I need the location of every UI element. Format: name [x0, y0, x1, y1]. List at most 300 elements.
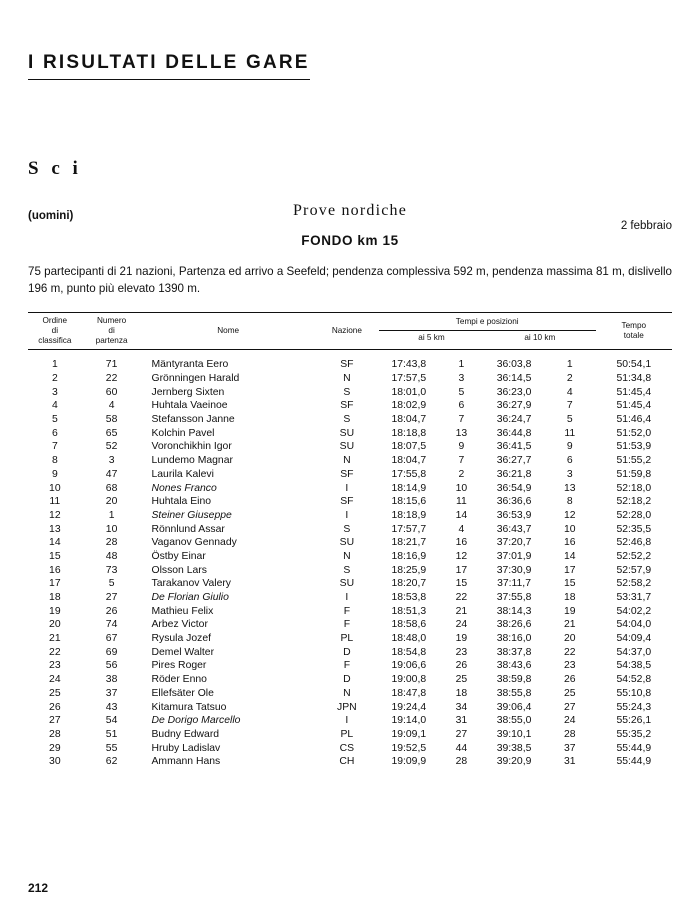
cell-order: 10 [49, 482, 61, 494]
table-row [28, 618, 672, 632]
cell-start-number: 3 [108, 455, 115, 467]
cell-nation: F [343, 619, 351, 631]
cell-position-10km: 18 [563, 592, 576, 604]
cell-time-10km: 37:55,8 [496, 592, 532, 604]
cell-nation: D [343, 674, 351, 686]
cell-total-time: 52:58,2 [616, 578, 652, 590]
cell-athlete-name: De Dorigo Marcello [151, 715, 241, 727]
table-row [28, 714, 672, 728]
cell-time-10km: 38:55,8 [496, 687, 532, 699]
cell-position-10km: 24 [563, 715, 576, 727]
cell-time-5km: 18:02,9 [391, 400, 427, 412]
cell-position-10km: 4 [566, 386, 573, 398]
cell-position-5km: 22 [455, 592, 468, 604]
cell-athlete-name: Pires Roger [151, 660, 207, 672]
cell-nation: S [343, 386, 351, 398]
table-row [28, 673, 672, 687]
cell-order: 4 [51, 400, 58, 412]
cell-time-5km: 18:18,9 [391, 509, 427, 521]
gender-label: (uomini) [28, 210, 74, 222]
cell-athlete-name: Mäntyranta Eero [151, 359, 229, 371]
table-row [28, 563, 672, 577]
cell-total-time: 51:59,8 [616, 468, 652, 480]
cell-time-10km: 37:11,7 [497, 578, 531, 590]
cell-position-5km: 5 [458, 386, 465, 398]
cell-position-10km: 15 [563, 578, 576, 590]
cell-start-number: 55 [105, 742, 118, 754]
cell-position-5km: 15 [455, 578, 468, 590]
cell-nation: JPN [337, 701, 357, 713]
cell-athlete-name: Rysula Jozef [151, 633, 211, 645]
cell-order: 5 [51, 414, 58, 426]
cell-position-5km: 31 [455, 715, 468, 727]
cell-start-number: 65 [105, 427, 118, 439]
cell-nation: SU [339, 441, 355, 453]
cell-time-10km: 36:21,8 [496, 468, 532, 480]
cell-position-5km: 7 [458, 455, 465, 467]
cell-position-5km: 9 [458, 441, 465, 453]
table-row [28, 687, 672, 701]
cell-time-10km: 36:36,6 [496, 496, 532, 508]
cell-order: 20 [49, 619, 61, 631]
cell-start-number: 37 [105, 687, 118, 699]
cell-position-5km: 24 [455, 619, 468, 631]
column-header-nation: Nazione [315, 312, 379, 349]
cell-time-10km: 37:01,9 [496, 550, 532, 562]
cell-athlete-name: Steiner Giuseppe [151, 509, 232, 521]
cell-order: 22 [49, 646, 61, 658]
cell-start-number: 56 [105, 660, 118, 672]
cell-order: 15 [49, 550, 61, 562]
cell-start-number: 68 [105, 482, 118, 494]
cell-order: 14 [49, 537, 61, 549]
cell-time-5km: 18:15,6 [391, 496, 427, 508]
cell-start-number: 10 [105, 523, 118, 535]
cell-position-10km: 19 [563, 605, 576, 617]
cell-time-10km: 36:03,8 [496, 359, 532, 371]
cell-position-5km: 25 [455, 674, 468, 686]
cell-nation: D [343, 646, 351, 658]
cell-nation: SF [340, 468, 354, 480]
table-row [28, 755, 672, 769]
table-row [28, 372, 672, 386]
cell-position-10km: 3 [566, 468, 573, 480]
column-header-times-group: Tempi e posizioni [379, 312, 596, 330]
event-description: 75 partecipanti di 21 nazioni, Partenza ed arrivo a Seefeld; pendenza complessiva 592 m, pendenza massima 81 m, dislivello 196 m, punto più elevato 1390 m. [28, 265, 672, 295]
cell-order: 12 [49, 509, 61, 521]
cell-position-10km: 22 [563, 646, 576, 658]
cell-total-time: 51:53,9 [616, 441, 652, 453]
cell-start-number: 28 [105, 537, 118, 549]
cell-time-5km: 18:25,9 [391, 564, 427, 576]
cell-order: 21 [49, 633, 61, 645]
cell-start-number: 43 [105, 701, 118, 713]
column-header-order-line1: Ordine [42, 315, 68, 325]
table-row [28, 509, 672, 523]
cell-athlete-name: Tarakanov Valery [151, 578, 232, 590]
cell-position-10km: 13 [563, 482, 576, 494]
cell-position-10km: 26 [563, 674, 576, 686]
cell-total-time: 55:35,2 [616, 728, 652, 740]
cell-time-10km: 36:27,7 [496, 455, 532, 467]
cell-time-5km: 19:09,9 [391, 756, 427, 768]
cell-position-5km: 18 [455, 687, 468, 699]
cell-athlete-name: Olsson Lars [151, 564, 207, 576]
table-row [28, 536, 672, 550]
cell-start-number: 51 [105, 728, 118, 740]
results-table [28, 312, 672, 769]
column-header-order [28, 312, 82, 349]
table-row [28, 577, 672, 591]
cell-order: 27 [49, 715, 61, 727]
page-number: 212 [28, 881, 49, 895]
column-header-start-line2: di [108, 325, 115, 335]
cell-time-10km: 39:20,9 [496, 756, 532, 768]
cell-athlete-name: Arbez Victor [151, 619, 208, 631]
cell-start-number: 69 [105, 646, 118, 658]
cell-position-5km: 44 [455, 742, 468, 754]
cell-athlete-name: Vaganov Gennady [151, 537, 237, 549]
cell-position-5km: 2 [458, 468, 465, 480]
cell-time-10km: 38:14,3 [496, 605, 532, 617]
column-header-total-time [596, 312, 672, 349]
cell-athlete-name: Budny Edward [151, 728, 220, 740]
column-header-order-line3: classifica [38, 336, 72, 346]
cell-total-time: 55:44,9 [616, 756, 652, 768]
table-row [28, 645, 672, 659]
cell-position-10km: 9 [566, 441, 573, 453]
cell-position-10km: 12 [563, 509, 576, 521]
cell-total-time: 52:28,0 [616, 509, 652, 521]
cell-order: 29 [49, 742, 61, 754]
discipline-label: Prove nordiche [292, 202, 408, 219]
cell-position-10km: 21 [563, 619, 576, 631]
cell-time-5km: 18:51,3 [391, 605, 427, 617]
page-title: I RISULTATI DELLE GARE [28, 52, 310, 80]
cell-position-5km: 27 [455, 728, 468, 740]
table-row [28, 413, 672, 427]
cell-order: 24 [49, 674, 61, 686]
cell-time-5km: 19:24,4 [391, 701, 427, 713]
cell-nation: N [343, 373, 351, 385]
cell-start-number: 74 [105, 619, 118, 631]
cell-position-5km: 19 [455, 633, 468, 645]
table-head [28, 312, 672, 350]
cell-time-5km: 17:43,8 [391, 359, 427, 371]
cell-position-5km: 12 [455, 550, 468, 562]
cell-time-5km: 18:47,8 [391, 687, 427, 699]
cell-position-10km: 8 [566, 496, 573, 508]
cell-time-5km: 18:53,8 [391, 592, 427, 604]
cell-time-5km: 18:16,9 [391, 550, 427, 562]
table-row [28, 591, 672, 605]
cell-position-10km: 16 [563, 537, 576, 549]
cell-total-time: 54:02,2 [616, 605, 652, 617]
cell-position-5km: 1 [458, 359, 465, 371]
table-row [28, 604, 672, 618]
cell-time-10km: 36:41,5 [496, 441, 532, 453]
cell-position-10km: 7 [566, 400, 573, 412]
cell-total-time: 52:46,8 [616, 537, 652, 549]
cell-total-time: 51:45,4 [616, 400, 652, 412]
cell-nation: N [343, 455, 351, 467]
cell-order: 8 [51, 455, 58, 467]
cell-position-5km: 16 [455, 537, 468, 549]
cell-total-time: 55:10,8 [616, 687, 652, 699]
cell-time-10km: 36:24,7 [496, 414, 532, 426]
cell-total-time: 55:24,3 [616, 701, 652, 713]
table-row [28, 399, 672, 413]
cell-start-number: 52 [105, 441, 118, 453]
cell-total-time: 50:54,1 [616, 359, 652, 371]
cell-position-10km: 11 [564, 427, 576, 439]
cell-athlete-name: Jernberg Sixten [151, 386, 225, 398]
table-row [28, 454, 672, 468]
cell-position-10km: 2 [566, 373, 573, 385]
cell-time-10km: 38:26,6 [496, 619, 532, 631]
cell-position-10km: 10 [563, 523, 576, 535]
cell-position-5km: 34 [455, 701, 468, 713]
table-row [28, 481, 672, 495]
cell-nation: CS [339, 742, 355, 754]
cell-athlete-name: Voronchikhin Igor [151, 441, 232, 453]
cell-nation: F [343, 605, 351, 617]
cell-total-time: 54:09,4 [616, 633, 652, 645]
cell-nation: SF [340, 359, 354, 371]
cell-nation: N [343, 687, 351, 699]
table-row [28, 385, 672, 399]
cell-total-time: 54:04,0 [616, 619, 652, 631]
cell-time-10km: 39:10,1 [496, 728, 532, 740]
cell-athlete-name: Huhtala Vaeinoe [151, 400, 228, 412]
cell-nation: PL [340, 728, 354, 740]
cell-time-5km: 18:14,9 [391, 482, 427, 494]
cell-position-10km: 28 [563, 728, 576, 740]
cell-nation: SU [339, 537, 355, 549]
cell-nation: SF [340, 496, 354, 508]
event-date: 2 febbraio [620, 220, 672, 232]
cell-athlete-name: Demel Walter [151, 646, 215, 658]
cell-time-10km: 36:27,9 [496, 400, 532, 412]
cell-order: 6 [51, 427, 58, 439]
cell-total-time: 51:55,2 [616, 455, 652, 467]
cell-time-10km: 37:30,9 [496, 564, 532, 576]
column-header-name: Nome [142, 312, 315, 349]
cell-position-10km: 25 [563, 687, 576, 699]
cell-order: 28 [49, 728, 61, 740]
cell-time-5km: 18:18,8 [391, 427, 427, 439]
cell-total-time: 51:34,8 [616, 373, 652, 385]
cell-position-5km: 4 [458, 523, 465, 535]
cell-nation: S [343, 523, 351, 535]
cell-position-10km: 1 [566, 359, 573, 371]
cell-time-5km: 19:00,8 [391, 674, 427, 686]
table-row [28, 350, 672, 372]
cell-athlete-name: Hruby Ladislav [151, 742, 221, 754]
cell-nation: N [343, 550, 351, 562]
cell-total-time: 51:46,4 [616, 414, 652, 426]
event-meta [28, 202, 672, 248]
cell-order: 3 [51, 386, 58, 398]
cell-time-10km: 36:23,0 [496, 386, 532, 398]
table-row [28, 632, 672, 646]
cell-start-number: 4 [108, 400, 115, 412]
cell-position-5km: 21 [455, 605, 468, 617]
cell-start-number: 54 [105, 715, 118, 727]
column-header-start-line1: Numero [97, 315, 127, 325]
cell-position-10km: 6 [566, 455, 573, 467]
cell-time-10km: 36:53,9 [496, 509, 532, 521]
cell-time-10km: 36:54,9 [496, 482, 532, 494]
cell-start-number: 5 [108, 578, 115, 590]
cell-time-10km: 36:43,7 [496, 523, 532, 535]
cell-position-5km: 17 [455, 564, 468, 576]
column-header-start-number [82, 312, 142, 349]
cell-total-time: 55:44,9 [616, 742, 652, 754]
cell-athlete-name: Kolchin Pavel [151, 427, 215, 439]
cell-time-5km: 18:58,6 [391, 619, 427, 631]
cell-total-time: 53:31,7 [616, 592, 652, 604]
cell-start-number: 22 [105, 373, 118, 385]
cell-athlete-name: Laurila Kalevi [151, 468, 214, 480]
cell-time-10km: 38:55,0 [496, 715, 532, 727]
cell-nation: F [343, 660, 351, 672]
cell-time-10km: 38:37,8 [496, 646, 532, 658]
column-header-total-line2: totale [623, 330, 644, 340]
table-row [28, 495, 672, 509]
cell-order: 1 [51, 359, 58, 371]
cell-time-10km: 36:14,5 [496, 373, 532, 385]
cell-total-time: 55:26,1 [616, 715, 652, 727]
cell-position-5km: 28 [455, 756, 468, 768]
cell-athlete-name: Ellefsäter Ole [151, 687, 214, 699]
cell-athlete-name: Kitamura Tatsuo [151, 701, 227, 713]
sport-heading: S c i [28, 158, 82, 179]
cell-time-5km: 19:09,1 [391, 728, 427, 740]
cell-position-10km: 23 [563, 660, 576, 672]
cell-nation: SU [339, 578, 355, 590]
cell-total-time: 54:38,5 [616, 660, 652, 672]
cell-nation: I [345, 482, 349, 494]
cell-order: 30 [49, 756, 61, 768]
cell-start-number: 38 [105, 674, 118, 686]
cell-time-5km: 19:06,6 [391, 660, 427, 672]
table-row [28, 659, 672, 673]
cell-time-5km: 18:01,0 [391, 386, 427, 398]
cell-position-10km: 20 [563, 633, 576, 645]
cell-time-10km: 39:06,4 [496, 701, 532, 713]
cell-time-10km: 38:59,8 [496, 674, 532, 686]
cell-nation: I [345, 509, 349, 521]
cell-athlete-name: Nones Franco [151, 482, 217, 494]
cell-total-time: 52:18,0 [616, 482, 652, 494]
cell-time-10km: 38:43,6 [496, 660, 532, 672]
cell-position-5km: 10 [455, 482, 468, 494]
cell-nation: SU [339, 427, 355, 439]
cell-nation: I [345, 592, 349, 604]
column-header-10km: ai 10 km [524, 333, 556, 342]
cell-time-5km: 18:54,8 [391, 646, 427, 658]
cell-time-10km: 36:44,8 [496, 427, 532, 439]
cell-position-5km: 23 [455, 646, 468, 658]
cell-start-number: 71 [105, 359, 118, 371]
cell-position-10km: 37 [563, 742, 576, 754]
table-row [28, 550, 672, 564]
cell-position-5km: 11 [456, 496, 467, 508]
cell-time-10km: 38:16,0 [496, 633, 532, 645]
cell-time-10km: 37:20,7 [496, 537, 532, 549]
event-label: FONDO km 15 [301, 233, 399, 248]
cell-time-5km: 19:14,0 [391, 715, 427, 727]
cell-order: 7 [51, 441, 58, 453]
cell-start-number: 67 [105, 633, 118, 645]
cell-start-number: 47 [105, 468, 118, 480]
table-row [28, 426, 672, 440]
cell-nation: CH [339, 756, 355, 768]
cell-position-5km: 14 [455, 509, 468, 521]
column-header-total-line1: Tempo [621, 320, 647, 330]
cell-order: 13 [49, 523, 61, 535]
cell-order: 19 [49, 605, 61, 617]
cell-time-5km: 18:48,0 [391, 633, 427, 645]
cell-time-5km: 18:04,7 [391, 414, 427, 426]
cell-athlete-name: Grönningen Harald [151, 373, 240, 385]
cell-order: 2 [51, 373, 58, 385]
cell-order: 16 [49, 564, 61, 576]
cell-start-number: 1 [108, 509, 115, 521]
cell-total-time: 54:37,0 [616, 646, 652, 658]
cell-total-time: 54:52,8 [616, 674, 652, 686]
cell-athlete-name: Lundemo Magnar [151, 455, 233, 467]
cell-time-5km: 18:04,7 [391, 455, 427, 467]
cell-time-5km: 17:55,8 [391, 468, 427, 480]
cell-start-number: 27 [105, 592, 118, 604]
cell-time-5km: 18:21,7 [391, 537, 427, 549]
cell-time-5km: 17:57,5 [391, 373, 427, 385]
cell-nation: SF [340, 400, 354, 412]
cell-start-number: 58 [105, 414, 118, 426]
column-header-order-line2: di [51, 325, 59, 335]
cell-nation: PL [340, 633, 354, 645]
table-body [28, 350, 672, 769]
cell-total-time: 52:57,9 [616, 564, 652, 576]
cell-total-time: 52:18,2 [616, 496, 652, 508]
cell-position-10km: 14 [563, 550, 576, 562]
table-row [28, 468, 672, 482]
cell-athlete-name: Huhtala Eino [151, 496, 211, 508]
cell-start-number: 20 [105, 496, 118, 508]
cell-athlete-name: Mathieu Felix [151, 605, 214, 617]
cell-nation: I [345, 715, 349, 727]
cell-athlete-name: De Florian Giulio [151, 592, 229, 604]
cell-position-10km: 31 [563, 756, 576, 768]
cell-athlete-name: Rönnlund Assar [151, 523, 225, 535]
cell-athlete-name: Stefansson Janne [151, 414, 235, 426]
cell-order: 25 [49, 687, 61, 699]
cell-time-5km: 18:07,5 [391, 441, 427, 453]
cell-start-number: 60 [105, 386, 118, 398]
cell-athlete-name: Ammann Hans [151, 756, 221, 768]
table-row [28, 700, 672, 714]
cell-position-5km: 6 [458, 400, 465, 412]
column-header-5km: ai 5 km [418, 333, 445, 342]
table-row [28, 440, 672, 454]
column-header-start-line3: partenza [95, 336, 128, 346]
table-row [28, 522, 672, 536]
cell-position-5km: 3 [458, 373, 465, 385]
cell-time-10km: 39:38,5 [496, 742, 532, 754]
cell-nation: S [343, 414, 351, 426]
